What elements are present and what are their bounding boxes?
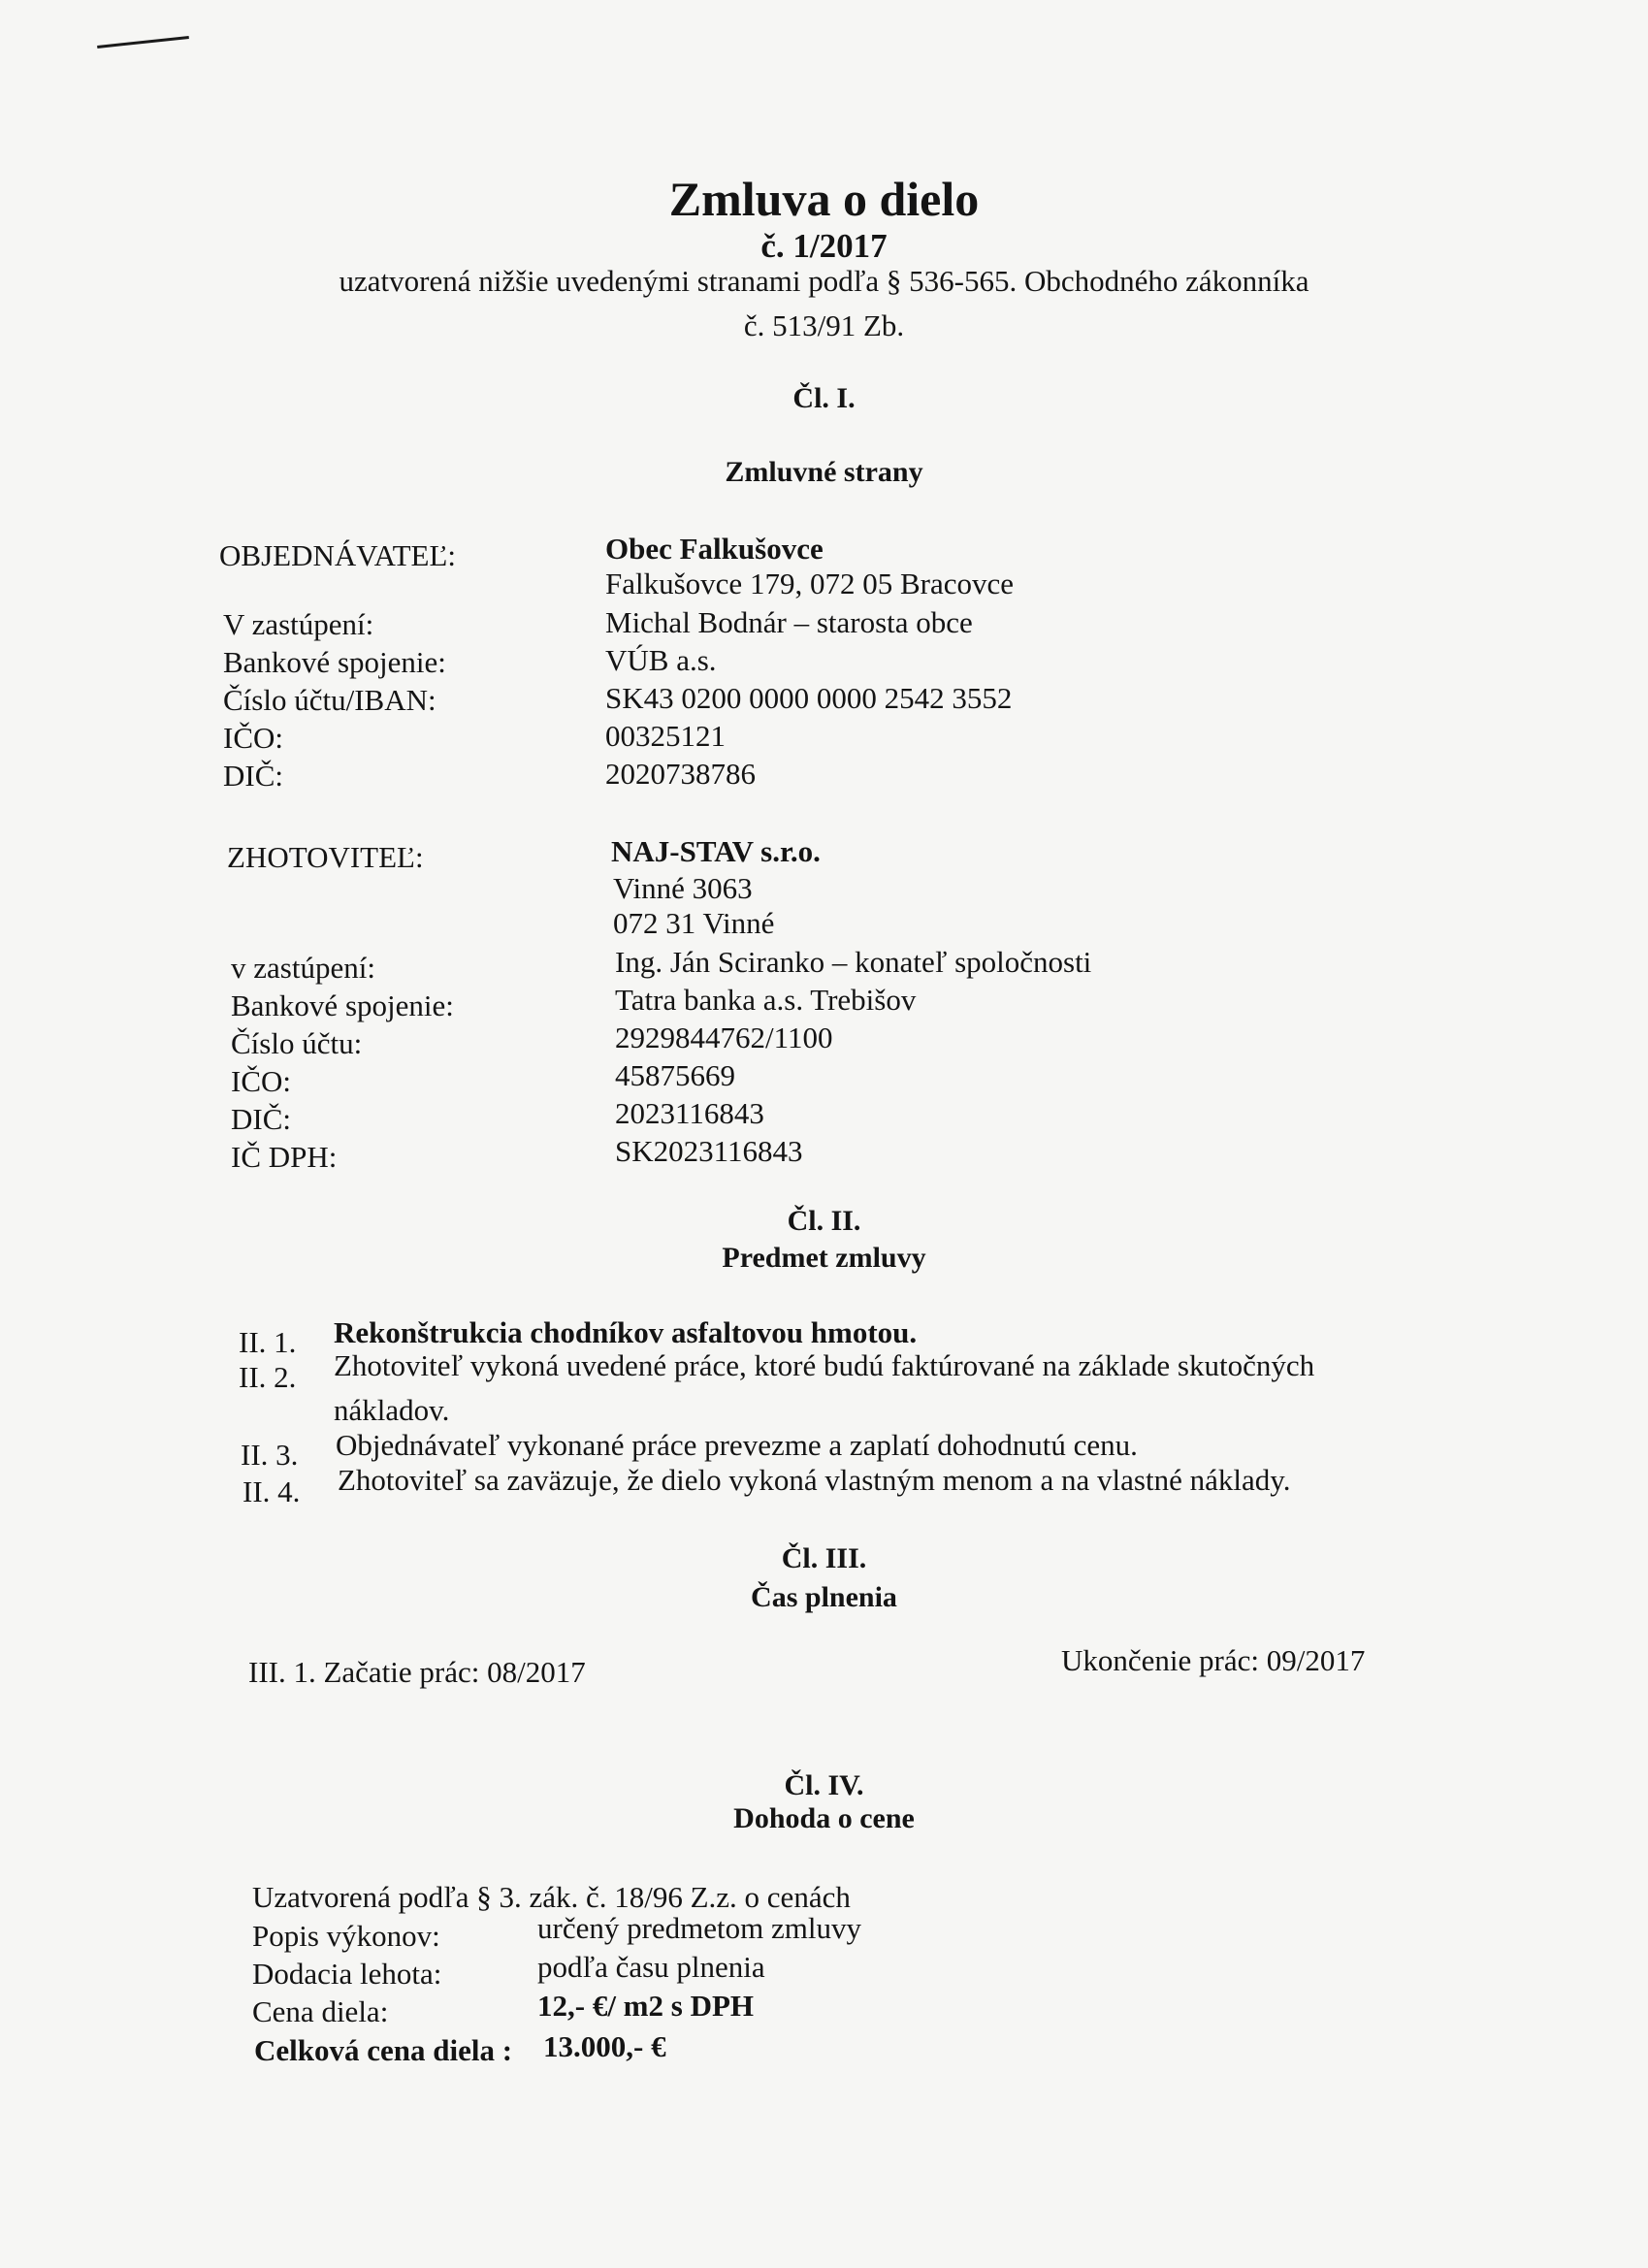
contractor-address-line2: 072 31 Vinné	[613, 906, 775, 940]
contractor-label: Bankové spojenie:	[231, 988, 454, 1022]
contractor-labels	[231, 949, 454, 1176]
price-label: Popis výkonov:	[252, 1919, 440, 1953]
contractor-role: ZHOTOVITEĽ:	[227, 840, 424, 874]
client-label: IČO:	[223, 721, 283, 755]
client-value: Michal Bodnár – starosta obce	[605, 605, 973, 639]
art2-item-text: Rekonštrukcia chodníkov asfaltovou hmotou.	[334, 1315, 918, 1349]
art2-item-number: II. 1.	[239, 1325, 297, 1359]
art2-item-number: II. 2.	[239, 1360, 297, 1394]
client-value: 2020738786	[605, 757, 756, 791]
client-value: 00325121	[605, 719, 726, 753]
work-start: III. 1. Začatie prác: 08/2017	[248, 1655, 586, 1689]
contractor-label: v zastúpení:	[231, 951, 375, 985]
price-labels	[252, 1917, 441, 2030]
art2-item-number: II. 3.	[241, 1438, 299, 1472]
document-title: Zmluva o dielo	[668, 172, 980, 226]
contractor-label: Číslo účtu:	[231, 1026, 363, 1060]
contractor-address-line1: Vinné 3063	[613, 871, 753, 905]
client-values	[605, 603, 1012, 793]
contractor-label: IČO:	[231, 1064, 291, 1098]
art2-subheading: Predmet zmluvy	[722, 1242, 926, 1274]
client-label: Číslo účtu/IBAN:	[223, 683, 436, 717]
art2-item-text: Zhotoviteľ sa zaväzuje, že dielo vykoná vlastným menom a na vlastné náklady.	[338, 1463, 1291, 1497]
contractor-value: 2023116843	[615, 1096, 764, 1130]
document-number: č. 1/2017	[760, 227, 888, 265]
price-intro: Uzatvorená podľa § 3. zák. č. 18/96 Z.z. o cenách	[252, 1880, 851, 1914]
client-name: Obec Falkušovce	[605, 532, 824, 566]
art3-heading: Čl. III.	[781, 1542, 867, 1574]
contractor-label: DIČ:	[231, 1102, 291, 1136]
art2-item-number: II. 4.	[242, 1474, 301, 1508]
contractor-label: IČ DPH:	[231, 1140, 338, 1174]
contractor-value: 45875669	[615, 1058, 735, 1092]
client-address: Falkušovce 179, 072 05 Bracovce	[605, 567, 1014, 600]
client-value: SK43 0200 0000 0000 2542 3552	[605, 681, 1013, 715]
art2-item-text: Objednávateľ vykonané práce prevezme a zaplatí dohodnutú cenu.	[336, 1428, 1138, 1462]
document-subtitle-line2: č. 513/91 Zb.	[743, 308, 905, 342]
contractor-value: SK2023116843	[615, 1134, 803, 1168]
client-label: V zastúpení:	[223, 607, 374, 641]
document-subtitle-line1: uzatvorená nižšie uvedenými stranami podľa § 536-565. Obchodného zákonníka	[339, 264, 1309, 298]
art3-subheading: Čas plnenia	[751, 1581, 897, 1613]
price-value: 12,- €/ m2 s DPH	[537, 1989, 755, 2023]
scan-mark	[97, 36, 189, 49]
art2-item-text-continued: nákladov.	[334, 1393, 450, 1427]
total-price-label: Celková cena diela :	[254, 2033, 513, 2067]
client-labels	[223, 605, 446, 794]
contractor-value: Tatra banka a.s. Trebišov	[615, 983, 917, 1017]
contractor-value: 2929844762/1100	[615, 1021, 833, 1054]
art2-item-text: Zhotoviteľ vykoná uvedené práce, ktoré budú faktúrované na základe skutočných	[334, 1348, 1315, 1382]
price-value: určený predmetom zmluvy	[537, 1911, 862, 1945]
art4-subheading: Dohoda o cene	[733, 1802, 915, 1834]
client-value: VÚB a.s.	[605, 643, 717, 677]
price-label: Cena diela:	[252, 1994, 389, 2028]
work-end: Ukončenie prác: 09/2017	[1061, 1643, 1366, 1677]
art1-subheading: Zmluvné strany	[725, 456, 923, 488]
contractor-values	[615, 943, 1091, 1170]
client-label: DIČ:	[223, 759, 283, 793]
total-price-value: 13.000,- €	[543, 2029, 666, 2063]
art4-heading: Čl. IV.	[784, 1769, 864, 1801]
contractor-value: Ing. Ján Sciranko – konateľ spoločnosti	[615, 945, 1092, 979]
art1-heading: Čl. I.	[792, 382, 856, 414]
client-label: Bankové spojenie:	[223, 645, 446, 679]
client-role: OBJEDNÁVATEĽ:	[219, 538, 456, 572]
contractor-name: NAJ-STAV s.r.o.	[611, 834, 821, 868]
art2-heading: Čl. II.	[787, 1205, 861, 1237]
price-value: podľa času plnenia	[537, 1950, 765, 1984]
price-label: Dodacia lehota:	[252, 1957, 442, 1991]
